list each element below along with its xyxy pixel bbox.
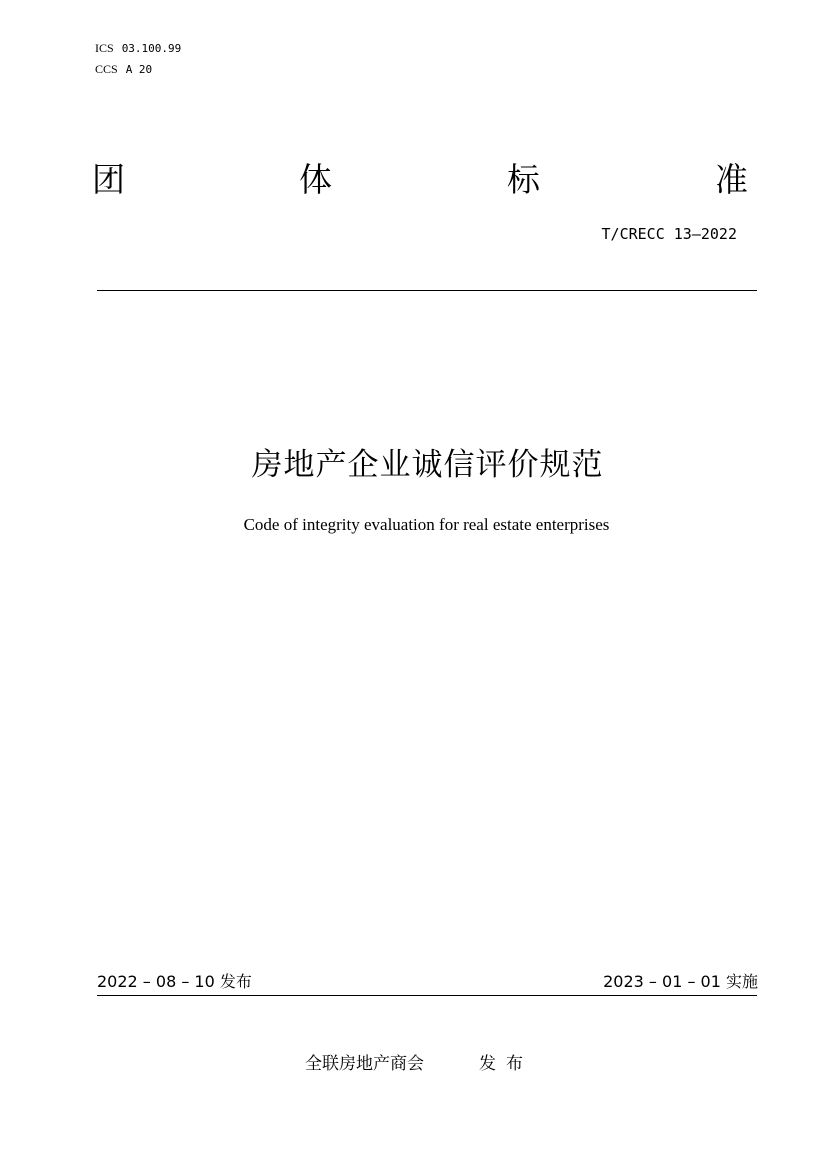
publish-label: 发布 [479, 1054, 533, 1074]
ccs-label: CCS [95, 62, 118, 76]
ccs-code: A 20 [125, 63, 153, 76]
header-rule [97, 290, 757, 291]
ics-code: 03.100.99 [121, 42, 182, 55]
implementation-date: 2023 – 01 – 01 实施 [603, 972, 758, 991]
standard-type-char-1: 团 [92, 160, 125, 199]
ics-line [95, 41, 181, 56]
footer-rule [97, 995, 757, 996]
standard-number: T/CRECC 13—2022 [601, 225, 737, 243]
standard-type-char-4: 准 [715, 160, 748, 199]
standard-type-char-3: 标 [507, 160, 540, 199]
issue-date: 2022 – 08 – 10 发布 [97, 972, 252, 991]
title-chinese: 房地产企业诚信评价规范 [251, 447, 604, 483]
ccs-line [95, 62, 152, 77]
title-english: Code of integrity evaluation for real estate enterprises [243, 515, 610, 534]
ics-label: ICS [95, 41, 114, 55]
publisher-name: 全联房地产商会 [305, 1054, 424, 1074]
standard-type-char-2: 体 [299, 160, 332, 199]
